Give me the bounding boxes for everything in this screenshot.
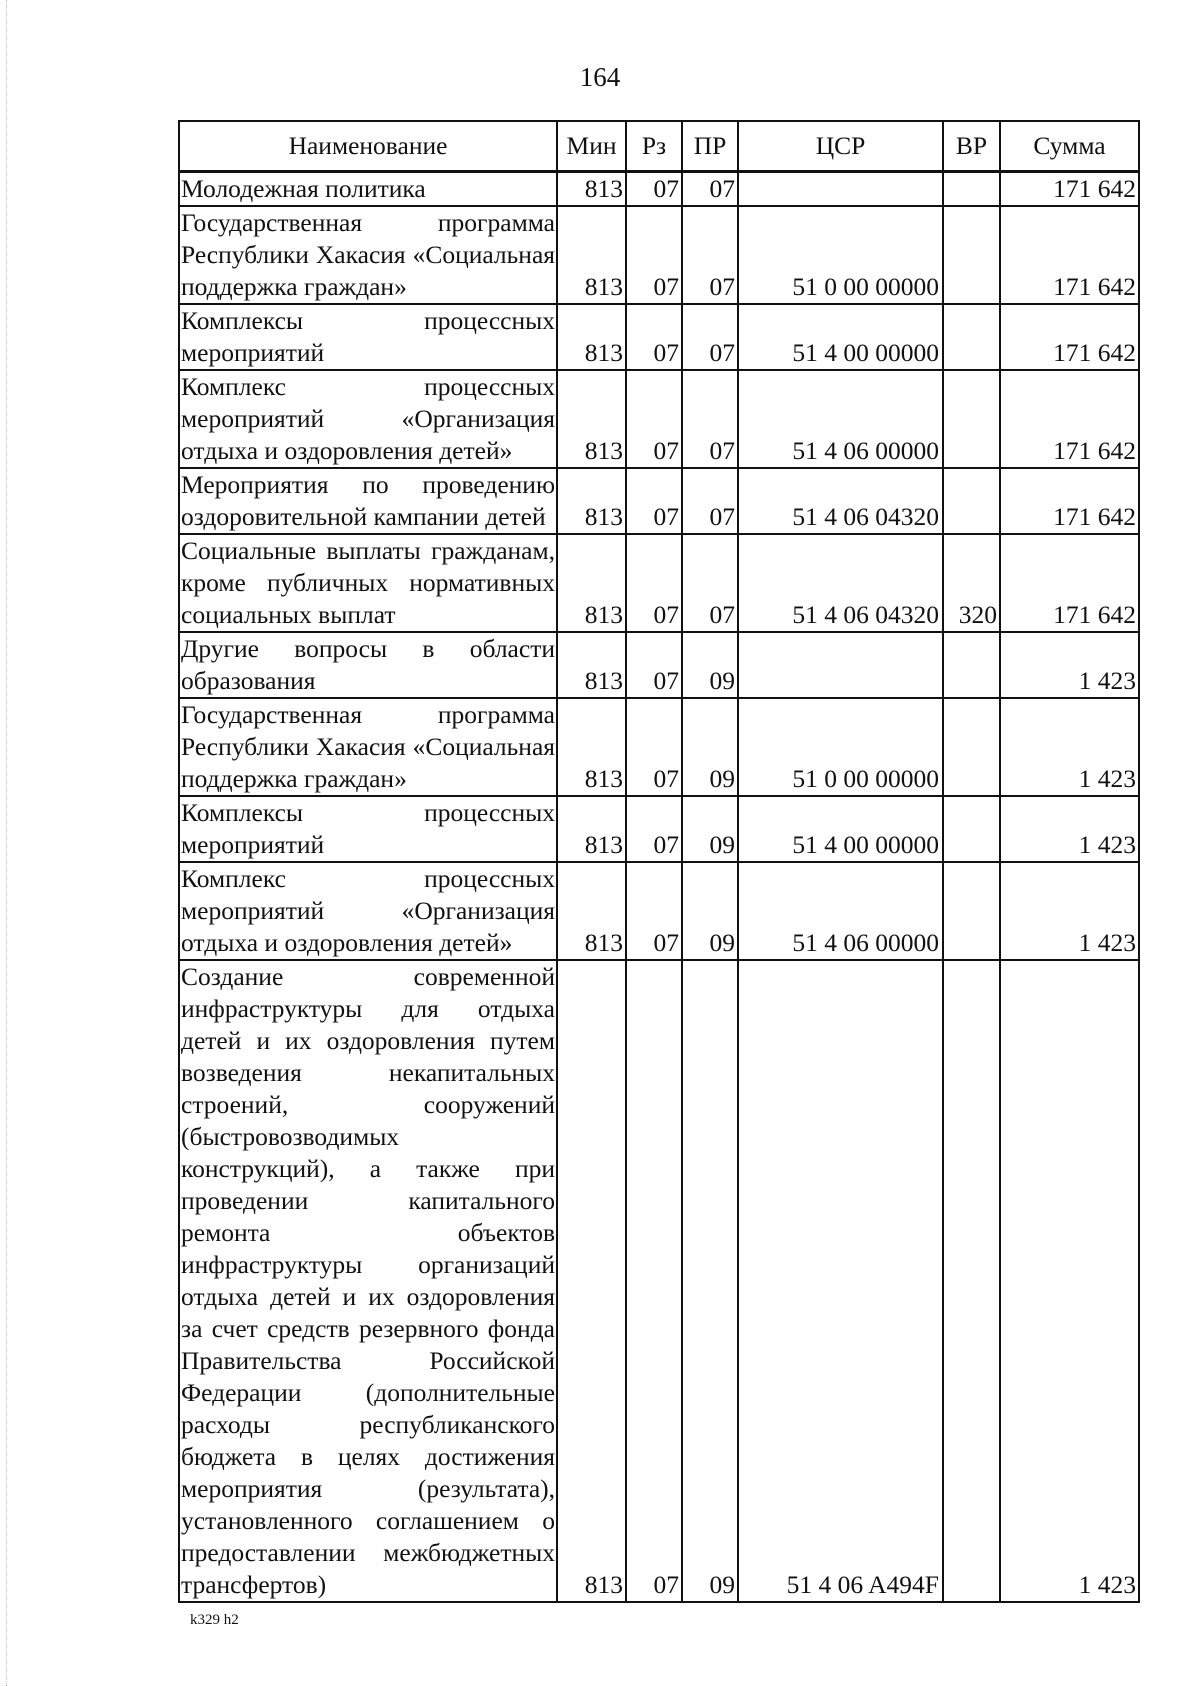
cell-csr: 51 4 00 00000 <box>738 796 943 862</box>
cell-csr: 51 0 00 00000 <box>738 206 943 304</box>
cell-pr: 07 <box>682 172 738 207</box>
cell-pr: 07 <box>682 206 738 304</box>
table-row <box>179 304 1139 370</box>
cell-sum: 1 423 <box>1000 796 1139 862</box>
cell-vr <box>943 698 1000 796</box>
header-vr: ВР <box>943 121 1000 172</box>
cell-pr: 09 <box>682 960 738 1602</box>
cell-vr <box>943 862 1000 960</box>
table-row <box>179 698 1139 796</box>
cell-min: 813 <box>557 304 626 370</box>
header-csr: ЦСР <box>738 121 943 172</box>
cell-name: Государственная программа Республики Хакасия «Социальная поддержка граждан» <box>179 698 557 796</box>
table-row <box>179 796 1139 862</box>
cell-min: 813 <box>557 468 626 534</box>
cell-min: 813 <box>557 796 626 862</box>
cell-vr <box>943 304 1000 370</box>
cell-pr: 07 <box>682 534 738 632</box>
cell-sum: 171 642 <box>1000 206 1139 304</box>
cell-sum: 171 642 <box>1000 172 1139 207</box>
cell-vr <box>943 370 1000 468</box>
cell-csr: 51 4 06 00000 <box>738 370 943 468</box>
table-row <box>179 632 1139 698</box>
cell-name: Мероприятия по проведению оздоровительной кампании детей <box>179 468 557 534</box>
cell-csr: 51 4 06 04320 <box>738 534 943 632</box>
cell-min: 813 <box>557 206 626 304</box>
cell-sum: 1 423 <box>1000 960 1139 1602</box>
cell-pr: 07 <box>682 468 738 534</box>
header-name: Наименование <box>179 121 557 172</box>
cell-pr: 09 <box>682 796 738 862</box>
cell-vr: 320 <box>943 534 1000 632</box>
cell-rz: 07 <box>626 206 682 304</box>
table-row <box>179 534 1139 632</box>
budget-table <box>178 120 1140 1603</box>
cell-vr <box>943 632 1000 698</box>
cell-rz: 07 <box>626 698 682 796</box>
cell-min: 813 <box>557 698 626 796</box>
cell-csr: 51 4 00 00000 <box>738 304 943 370</box>
table-header-row <box>179 121 1139 172</box>
cell-sum: 171 642 <box>1000 468 1139 534</box>
cell-vr <box>943 172 1000 207</box>
cell-vr <box>943 796 1000 862</box>
cell-sum: 1 423 <box>1000 698 1139 796</box>
cell-sum: 171 642 <box>1000 370 1139 468</box>
cell-rz: 07 <box>626 862 682 960</box>
cell-rz: 07 <box>626 304 682 370</box>
cell-sum: 171 642 <box>1000 304 1139 370</box>
footer-code: k329 h2 <box>190 1612 239 1628</box>
cell-name: Социальные выплаты гражданам, кроме публичных нормативных социальных выплат <box>179 534 557 632</box>
cell-csr: 51 4 06 00000 <box>738 862 943 960</box>
header-pr: ПР <box>682 121 738 172</box>
cell-rz: 07 <box>626 172 682 207</box>
cell-name: Другие вопросы в области образования <box>179 632 557 698</box>
cell-min: 813 <box>557 632 626 698</box>
cell-sum: 1 423 <box>1000 862 1139 960</box>
cell-pr: 09 <box>682 632 738 698</box>
cell-name: Комплекс процессных мероприятий «Организация отдыха и оздоровления детей» <box>179 862 557 960</box>
cell-csr <box>738 632 943 698</box>
table-row <box>179 172 1139 207</box>
cell-csr: 51 4 06 A494F <box>738 960 943 1602</box>
header-rz: Рз <box>626 121 682 172</box>
cell-min: 813 <box>557 960 626 1602</box>
cell-sum: 171 642 <box>1000 534 1139 632</box>
cell-rz: 07 <box>626 534 682 632</box>
cell-min: 813 <box>557 862 626 960</box>
cell-csr: 51 4 06 04320 <box>738 468 943 534</box>
cell-rz: 07 <box>626 796 682 862</box>
cell-sum: 1 423 <box>1000 632 1139 698</box>
cell-min: 813 <box>557 172 626 207</box>
cell-vr <box>943 960 1000 1602</box>
table-row <box>179 206 1139 304</box>
cell-csr <box>738 172 943 207</box>
cell-rz: 07 <box>626 370 682 468</box>
cell-pr: 09 <box>682 862 738 960</box>
cell-rz: 07 <box>626 632 682 698</box>
cell-pr: 07 <box>682 304 738 370</box>
table-row <box>179 468 1139 534</box>
header-min: Мин <box>557 121 626 172</box>
cell-name: Создание современной инфраструктуры для отдыха детей и их оздоровления путем возведения некапитальных строений, сооружений (быстровозводимых конструкций), а также при проведении капитального ремонта объектов инфраструктуры организаций отдыха детей и их оздоровления за счет средств резервного фонда Правительства Российской Федерации (дополнительные расходы республиканского бюджета в целях достижения мероприятия (результата), установленного соглашением о предоставлении межбюджетных трансфертов) <box>179 960 557 1602</box>
page-number: 164 <box>579 62 621 92</box>
cell-vr <box>943 206 1000 304</box>
cell-min: 813 <box>557 370 626 468</box>
cell-pr: 09 <box>682 698 738 796</box>
cell-name: Государственная программа Республики Хакасия «Социальная поддержка граждан» <box>179 206 557 304</box>
table-row <box>179 862 1139 960</box>
table-row <box>179 370 1139 468</box>
scan-edge-line <box>6 0 7 1686</box>
cell-csr: 51 0 00 00000 <box>738 698 943 796</box>
header-sum: Сумма <box>1000 121 1139 172</box>
cell-rz: 07 <box>626 960 682 1602</box>
cell-name: Молодежная политика <box>179 172 557 207</box>
cell-rz: 07 <box>626 468 682 534</box>
cell-name: Комплекс процессных мероприятий «Организация отдыха и оздоровления детей» <box>179 370 557 468</box>
cell-pr: 07 <box>682 370 738 468</box>
cell-name: Комплексы процессных мероприятий <box>179 304 557 370</box>
cell-name: Комплексы процессных мероприятий <box>179 796 557 862</box>
cell-min: 813 <box>557 534 626 632</box>
cell-vr <box>943 468 1000 534</box>
table-row <box>179 960 1139 1602</box>
